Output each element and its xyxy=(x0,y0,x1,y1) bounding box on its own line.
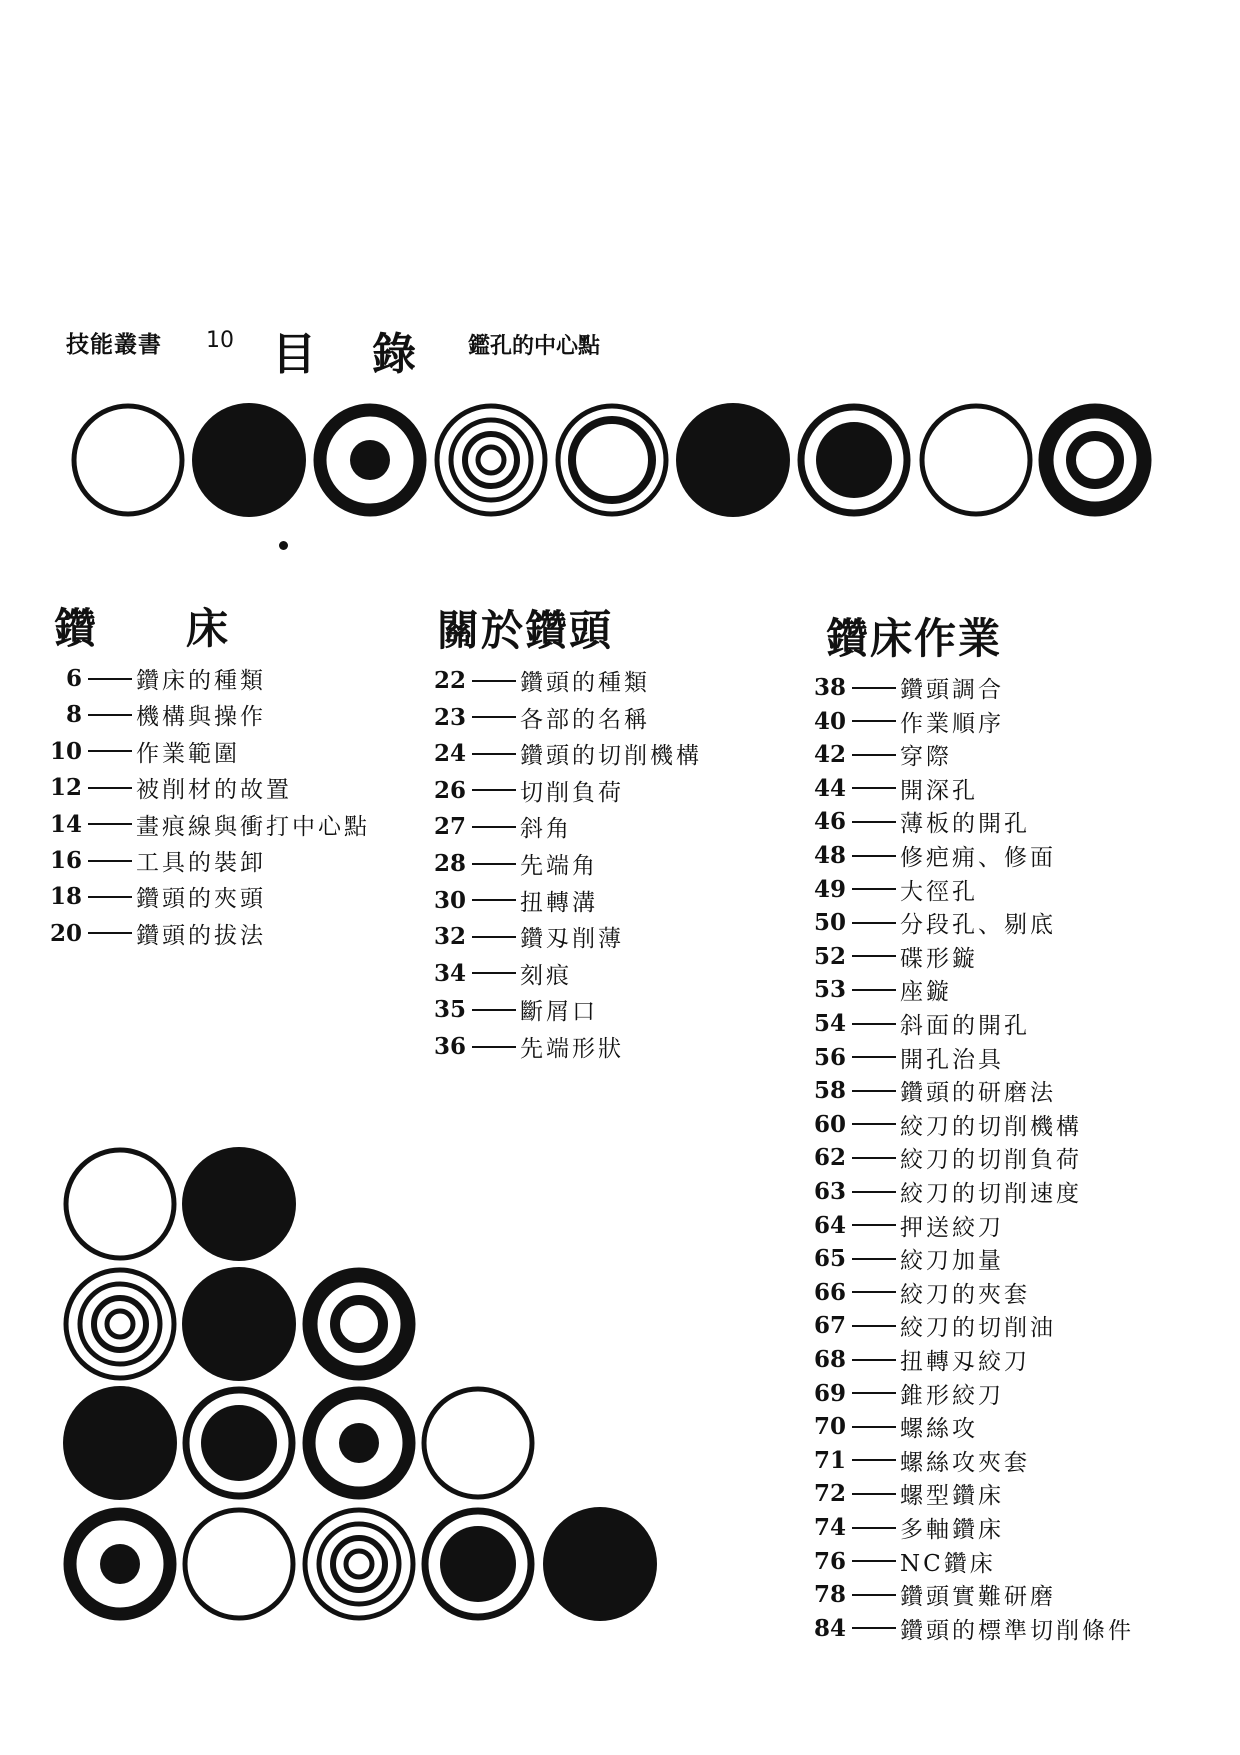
toc-page-number: 64 xyxy=(813,1211,846,1239)
toc-entry-label: 修疤痈、修面 xyxy=(900,845,1056,871)
toc-leader-dash xyxy=(88,896,132,898)
toc-page-number: 66 xyxy=(813,1278,846,1306)
toc-entry[interactable] xyxy=(812,873,978,906)
double-circle-icon xyxy=(552,400,672,520)
decorative-dot xyxy=(279,541,288,550)
toc-entry[interactable] xyxy=(812,839,1056,872)
toc-entry[interactable] xyxy=(812,738,952,771)
toc-leader-dash xyxy=(852,821,896,823)
toc-entry-label: 開孔治具 xyxy=(900,1046,1004,1073)
toc-entry[interactable] xyxy=(812,1309,1056,1342)
toc-entry[interactable] xyxy=(812,1141,1082,1174)
toc-entry[interactable] xyxy=(432,810,572,843)
toc-entry-label: 鑽頭的種類 xyxy=(520,670,650,696)
toc-entry[interactable] xyxy=(812,1477,1004,1510)
toc-leader-dash xyxy=(88,678,132,680)
toc-page-number: 6 xyxy=(65,665,82,692)
toc-leader-dash xyxy=(852,1023,896,1025)
toc-entry[interactable] xyxy=(812,1612,1134,1645)
toc-leader-dash xyxy=(472,936,516,938)
toc-entry-label: 鑽頭調合 xyxy=(900,677,1004,703)
toc-entry-label: 絞刀的切削機構 xyxy=(900,1113,1082,1140)
toc-entry[interactable] xyxy=(812,705,1004,738)
series-name: 技能叢書 xyxy=(66,332,162,358)
toc-entry[interactable] xyxy=(432,920,624,953)
ring-bigdot-circle-icon xyxy=(794,400,914,520)
toc-entry-label: 絞刀的切削速度 xyxy=(900,1181,1082,1207)
toc-page-number: 78 xyxy=(813,1581,846,1609)
toc-page-number: 63 xyxy=(813,1178,846,1205)
toc-entry-label: 斜面的開孔 xyxy=(900,1013,1030,1039)
toc-entry-label: 螺絲攻 xyxy=(900,1416,978,1443)
toc-entry-label: 鑽頭的研磨法 xyxy=(900,1080,1056,1107)
toc-page-number: 84 xyxy=(813,1614,846,1642)
toc-entry[interactable] xyxy=(812,1578,1056,1611)
toc-leader-dash xyxy=(88,787,132,789)
toc-entry[interactable] xyxy=(432,774,624,807)
toc-page-number: 58 xyxy=(813,1077,846,1105)
toc-entry-label: 絞刀的夾套 xyxy=(900,1281,1030,1308)
solid-circle-icon xyxy=(540,1504,660,1624)
toc-entry[interactable] xyxy=(432,701,650,734)
toc-page-number: 54 xyxy=(813,1010,846,1037)
toc-leader-dash xyxy=(852,1627,896,1629)
column-title-about-drills: 關於鑽頭 xyxy=(437,606,614,655)
toc-entry-label: 鑽頭的夾頭 xyxy=(136,886,266,913)
toc-entry[interactable] xyxy=(432,884,598,917)
toc-leader-dash xyxy=(852,1459,896,1461)
toc-leader-dash xyxy=(852,1090,896,1092)
toc-leader-dash xyxy=(852,687,896,689)
toc-leader-dash xyxy=(472,680,516,682)
toc-entry-label: 刻痕 xyxy=(520,962,572,989)
toc-entry[interactable] xyxy=(812,1108,1082,1141)
toc-leader-dash xyxy=(852,1493,896,1495)
toc-leader-dash xyxy=(472,972,516,974)
toc-entry[interactable] xyxy=(812,906,1056,939)
toc-page-number: 23 xyxy=(433,703,466,731)
toc-page-number: 53 xyxy=(813,976,846,1004)
toc-leader-dash xyxy=(852,1056,896,1058)
toc-page-number: 20 xyxy=(49,919,82,947)
ring-bigdot-circle-icon xyxy=(179,1383,299,1503)
toc-entry[interactable] xyxy=(432,737,702,770)
bullseye-circle-icon xyxy=(1035,400,1155,520)
solid-circle-icon xyxy=(673,400,793,520)
toc-page-number: 28 xyxy=(433,850,466,877)
toc-entry-label: 碟形鏇 xyxy=(900,945,978,972)
toc-entry[interactable] xyxy=(432,664,650,697)
toc-entry[interactable] xyxy=(812,1175,1082,1208)
toc-leader-dash xyxy=(852,955,896,957)
toc-leader-dash xyxy=(852,989,896,991)
toc-entry-label: 多軸鑽床 xyxy=(900,1517,1004,1543)
column-title-drilling-work: 鑽床作業 xyxy=(826,614,1003,663)
toc-entry[interactable] xyxy=(812,805,1030,838)
toc-leader-dash xyxy=(472,1046,516,1048)
toc-page-number: 71 xyxy=(813,1446,846,1474)
toc-entry-label: 作業順序 xyxy=(900,710,1004,737)
toc-page-number: 49 xyxy=(813,875,846,903)
toc-entry-label: 斜角 xyxy=(520,816,572,843)
toc-entry[interactable] xyxy=(812,772,978,805)
toc-page-number: 22 xyxy=(433,667,466,694)
toc-page-number: 56 xyxy=(813,1043,846,1071)
ring-bigdot-circle-icon xyxy=(418,1504,538,1624)
page-title-char-2: 錄 xyxy=(372,329,416,380)
toc-leader-dash xyxy=(852,1325,896,1327)
toc-entry-label: 鑽頭的拔法 xyxy=(136,922,266,949)
concentric-circle-icon xyxy=(299,1504,419,1624)
toc-leader-dash xyxy=(852,1594,896,1596)
toc-page-number: 68 xyxy=(813,1346,846,1373)
toc-entry[interactable] xyxy=(432,1030,624,1063)
toc-leader-dash xyxy=(472,863,516,865)
bullseye-circle-icon xyxy=(299,1264,419,1384)
toc-entry-label: 鑽頭實難研磨 xyxy=(900,1584,1056,1611)
toc-entry[interactable] xyxy=(812,671,1004,704)
toc-page-number: 34 xyxy=(433,959,466,987)
toc-page-number: 48 xyxy=(813,842,846,869)
toc-entry[interactable] xyxy=(48,917,266,950)
toc-entry-label: 被削材的故置 xyxy=(136,777,292,804)
solid-circle-icon xyxy=(179,1144,299,1264)
toc-leader-dash xyxy=(88,932,132,934)
toc-entry-label: 薄板的開孔 xyxy=(900,811,1030,838)
toc-entry-label: 螺型鑽床 xyxy=(900,1483,1004,1510)
toc-entry[interactable] xyxy=(48,808,370,841)
toc-entry[interactable] xyxy=(48,698,266,731)
concentric-circle-icon xyxy=(431,400,551,520)
toc-leader-dash xyxy=(852,1224,896,1226)
toc-entry-label: 座鏇 xyxy=(900,979,952,1006)
toc-entry-label: 絞刀的切削負荷 xyxy=(900,1147,1082,1174)
toc-page-number: 32 xyxy=(433,923,466,951)
toc-entry[interactable] xyxy=(432,957,572,990)
toc-leader-dash xyxy=(852,1258,896,1260)
toc-entry[interactable] xyxy=(48,735,240,768)
ring-dot-circle-icon xyxy=(310,400,430,520)
toc-page-number: 12 xyxy=(49,774,82,802)
toc-page-number: 67 xyxy=(813,1312,846,1340)
toc-entry-label: 切削負荷 xyxy=(520,779,624,806)
toc-entry-label: 各部的名稱 xyxy=(520,706,650,733)
page-title-char-1: 目 xyxy=(272,329,316,380)
toc-entry-label: 作業範圍 xyxy=(136,740,240,767)
toc-leader-dash xyxy=(852,1123,896,1125)
toc-page-number: 62 xyxy=(813,1144,846,1172)
toc-leader-dash xyxy=(852,1560,896,1562)
toc-page-number: 70 xyxy=(813,1413,846,1441)
toc-entry[interactable] xyxy=(812,1276,1030,1309)
toc-entry-label: 絞刀加量 xyxy=(900,1248,1004,1275)
toc-entry-label: 鑽頭的標準切削條件 xyxy=(900,1617,1134,1644)
toc-page-number: 72 xyxy=(813,1480,846,1508)
toc-entry-label: 鑽刄削薄 xyxy=(520,926,624,953)
toc-leader-dash xyxy=(88,860,132,862)
toc-entry[interactable] xyxy=(812,1074,1056,1107)
toc-page-number: 50 xyxy=(813,909,846,937)
solid-circle-icon xyxy=(60,1383,180,1503)
ring-dot-circle-icon xyxy=(60,1504,180,1624)
concentric-circle-icon xyxy=(60,1264,180,1384)
toc-page-number: 40 xyxy=(813,707,846,735)
toc-page-number: 74 xyxy=(813,1514,846,1541)
toc-entry-label: 先端角 xyxy=(520,853,598,879)
toc-page-number: 35 xyxy=(433,996,466,1024)
outline-circle-icon xyxy=(916,400,1036,520)
toc-entry[interactable] xyxy=(812,940,978,973)
toc-leader-dash xyxy=(852,1527,896,1529)
toc-entry-label: 鑽頭的切削機構 xyxy=(520,743,702,770)
outline-circle-icon xyxy=(60,1144,180,1264)
volume-number: 10 xyxy=(206,328,234,353)
toc-page-number: 65 xyxy=(813,1245,846,1273)
toc-leader-dash xyxy=(472,899,516,901)
page-subtitle: 鑑孔的中心點 xyxy=(468,334,601,359)
toc-page-number: 60 xyxy=(813,1110,846,1138)
outline-circle-icon xyxy=(68,400,188,520)
toc-leader-dash xyxy=(852,888,896,890)
toc-page-number: 27 xyxy=(433,813,466,841)
toc-entry[interactable] xyxy=(812,1041,1004,1074)
toc-leader-dash xyxy=(852,1392,896,1394)
toc-page-number: 69 xyxy=(813,1379,846,1407)
toc-entry[interactable] xyxy=(812,1444,1030,1477)
toc-entry-label: 大徑孔 xyxy=(900,878,978,905)
toc-entry-label: NC鑽床 xyxy=(900,1550,996,1577)
toc-page-number: 14 xyxy=(49,810,82,838)
toc-entry-label: 押送絞刀 xyxy=(900,1214,1004,1241)
toc-leader-dash xyxy=(472,1009,516,1011)
toc-entry-label: 錐形絞刀 xyxy=(900,1382,1004,1409)
toc-leader-dash xyxy=(472,789,516,791)
column-title-drill-press: 鑽 床 xyxy=(54,604,231,653)
toc-entry-label: 畫痕線與衝打中心點 xyxy=(136,813,370,840)
toc-entry[interactable] xyxy=(812,1209,1004,1242)
toc-entry[interactable] xyxy=(812,1377,1004,1410)
toc-page-number: 36 xyxy=(433,1033,466,1060)
toc-page-number: 44 xyxy=(813,774,846,802)
toc-leader-dash xyxy=(852,1291,896,1293)
toc-entry-label: 絞刀的切削油 xyxy=(900,1315,1056,1342)
toc-entry[interactable] xyxy=(48,880,266,913)
toc-leader-dash xyxy=(852,855,896,857)
toc-leader-dash xyxy=(852,720,896,722)
toc-entry[interactable] xyxy=(812,1545,996,1578)
toc-entry-label: 扭轉刄絞刀 xyxy=(900,1349,1030,1375)
toc-entry[interactable] xyxy=(812,1410,978,1443)
toc-leader-dash xyxy=(88,823,132,825)
toc-entry[interactable] xyxy=(432,993,598,1026)
toc-entry-label: 機構與操作 xyxy=(136,704,266,731)
outline-circle-icon xyxy=(418,1383,538,1503)
toc-entry-label: 扭轉溝 xyxy=(520,889,598,916)
toc-entry[interactable] xyxy=(812,1343,1030,1376)
toc-leader-dash xyxy=(852,787,896,789)
toc-page-number: 76 xyxy=(813,1547,846,1575)
toc-entry[interactable] xyxy=(812,1511,1004,1544)
toc-leader-dash xyxy=(852,1426,896,1428)
toc-page-number: 24 xyxy=(433,740,466,768)
ring-dot-circle-icon xyxy=(299,1383,419,1503)
toc-page-number: 10 xyxy=(49,737,82,765)
toc-entry[interactable] xyxy=(812,973,952,1006)
toc-entry-label: 工具的裝卸 xyxy=(136,850,266,876)
toc-entry[interactable] xyxy=(812,1007,1030,1040)
toc-leader-dash xyxy=(852,1191,896,1193)
toc-entry[interactable] xyxy=(48,771,292,804)
toc-entry-label: 穿際 xyxy=(900,744,952,771)
toc-leader-dash xyxy=(88,714,132,716)
toc-entry[interactable] xyxy=(48,662,266,695)
toc-entry[interactable] xyxy=(812,1242,1004,1275)
toc-page-number: 46 xyxy=(813,808,846,836)
toc-entry[interactable] xyxy=(432,847,598,880)
toc-entry-label: 斷屑口 xyxy=(520,999,598,1026)
toc-leader-dash xyxy=(472,826,516,828)
solid-circle-icon xyxy=(179,1264,299,1384)
toc-page-number: 52 xyxy=(813,942,846,970)
solid-circle-icon xyxy=(189,400,309,520)
toc-entry-label: 先端形狀 xyxy=(520,1036,624,1062)
toc-page-number: 42 xyxy=(813,741,846,769)
toc-entry-label: 鑽床的種類 xyxy=(136,668,266,694)
toc-page-number: 26 xyxy=(433,776,466,804)
toc-entry-label: 螺絲攻夾套 xyxy=(900,1449,1030,1476)
toc-entry-label: 分段孔、剔底 xyxy=(900,912,1056,939)
toc-leader-dash xyxy=(472,716,516,718)
toc-leader-dash xyxy=(88,750,132,752)
toc-leader-dash xyxy=(852,1157,896,1159)
toc-page-number: 18 xyxy=(49,883,82,911)
toc-leader-dash xyxy=(852,1359,896,1361)
toc-page-number: 38 xyxy=(813,674,846,701)
outline-circle-icon xyxy=(179,1504,299,1624)
toc-page-number: 30 xyxy=(433,886,466,914)
toc-leader-dash xyxy=(472,753,516,755)
toc-entry[interactable] xyxy=(48,844,266,877)
toc-entry-label: 開深孔 xyxy=(900,777,978,804)
toc-leader-dash xyxy=(852,922,896,924)
toc-leader-dash xyxy=(852,754,896,756)
toc-page-number: 8 xyxy=(65,701,82,729)
toc-page-number: 16 xyxy=(49,847,82,874)
